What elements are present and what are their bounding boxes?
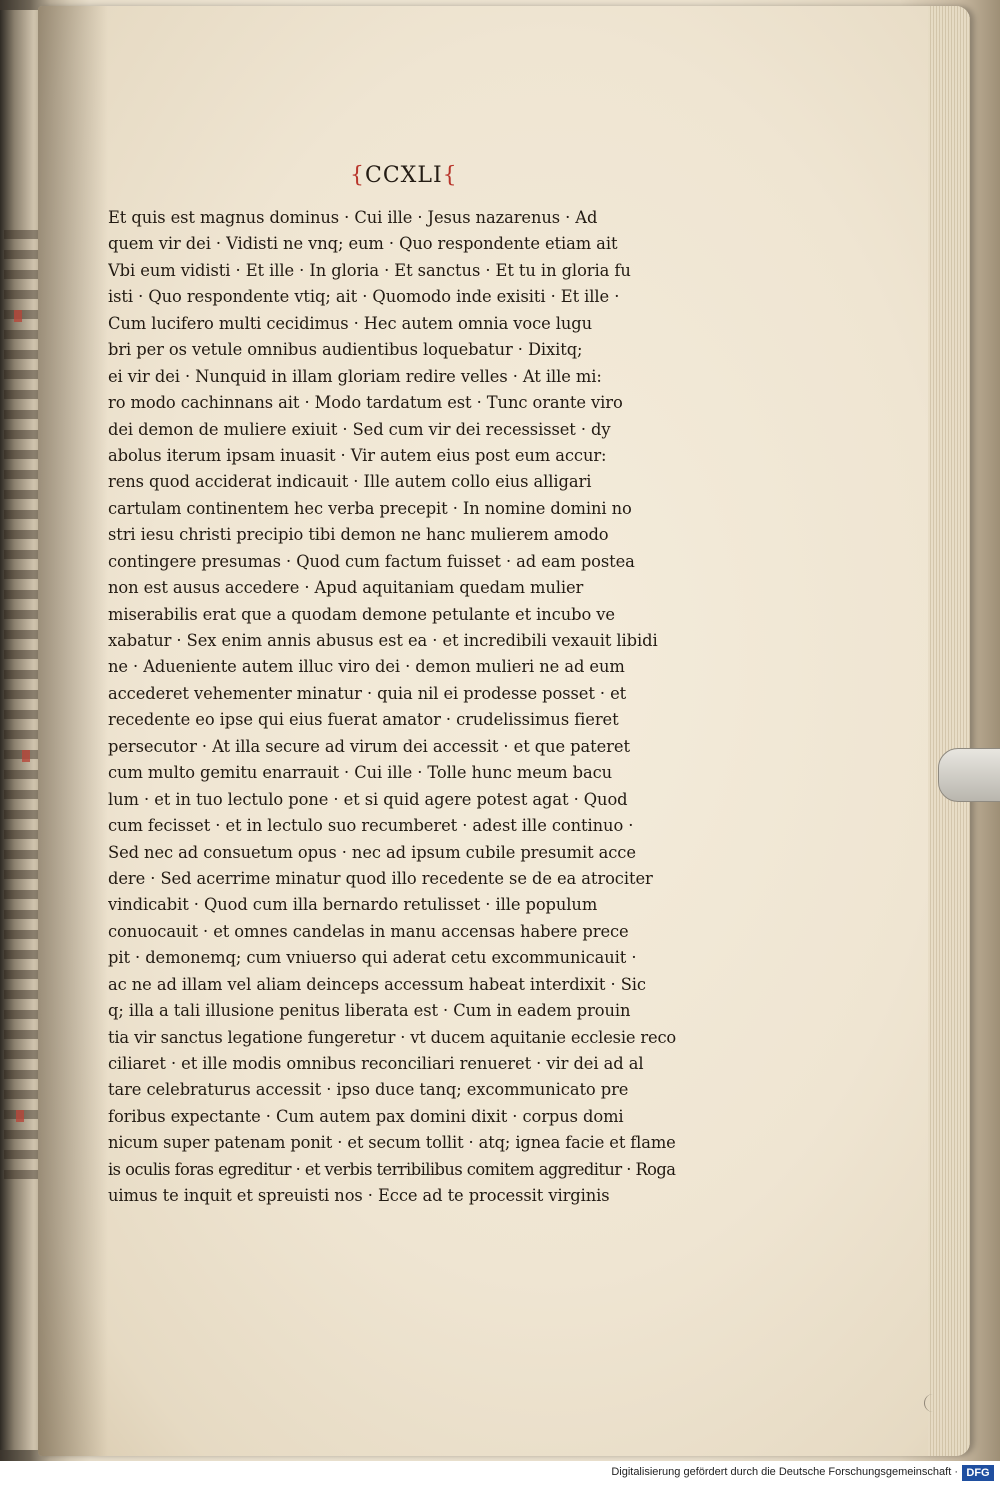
text-line: contingere presumas · Quod cum factum fuisset · ad eam postea — [108, 551, 635, 571]
folio-number — [350, 163, 460, 193]
text-line: Et quis est magnus dominus · Cui ille · Jesus nazarenus · Ad — [108, 208, 598, 227]
text-line: conuocauit · et omnes candelas in manu accensas habere prece — [108, 921, 629, 941]
facing-page-rubric-mark — [14, 310, 22, 322]
page-tab-marker — [938, 748, 1000, 802]
text-line: rens quod acciderat indicauit · Ille autem collo eius alligari — [108, 472, 592, 492]
text-line: quem vir dei · Vidisti ne vnq; eum · Quo respondente etiam ait — [108, 234, 618, 254]
main-text-column — [108, 205, 688, 1206]
facing-page-rubric-mark — [16, 1110, 24, 1122]
text-line: Cum lucifero multi cecidimus · Hec autem omnia voce lugu — [108, 313, 593, 333]
text-line: tia vir sanctus legatione fungeretur · vt ducem aquitanie ecclesie reco — [108, 1027, 677, 1047]
text-line: bri per os vetule omnibus audientibus loquebatur · Dixitq; — [108, 340, 583, 360]
text-line: cum fecisset · et in lectulo suo recumberet · adest ille continuo · — [108, 816, 634, 836]
text-line: ne · Adueniente autem illuc viro dei · demon mulieri ne ad eum — [108, 657, 625, 677]
facing-page-rubric-mark — [22, 750, 30, 762]
folio-numeral: CCXLI — [365, 163, 443, 188]
facing-page-text — [4, 230, 42, 1190]
text-line: abolus iterum ipsam inuasit · Vir autem eius post eum accur: — [108, 445, 607, 465]
page-fore-edge — [928, 6, 970, 1456]
text-line: vindicabit · Quod cum illa bernardo retulisset · ille populum — [108, 895, 598, 915]
text-line: q; illa a tali illusione penitus liberata est · Cum in eadem prouin — [108, 1001, 631, 1021]
text-line: Sed nec ad consuetum opus · nec ad ipsum cubile presumit acce — [108, 842, 636, 862]
footer-bar — [0, 1461, 1000, 1486]
text-line: ciliaret · et ille modis omnibus reconciliari renueret · vir dei ad al — [108, 1054, 644, 1073]
text-line: foribus expectante · Cum autem pax domini dixit · corpus domi — [108, 1106, 624, 1126]
pencil-mark — [924, 1394, 939, 1412]
text-line: Vbi eum vidisti · Et ille · In gloria · Et sanctus · Et tu in gloria fu — [108, 260, 631, 280]
text-line: ei vir dei · Nunquid in illam gloriam redire velles · At ille mi: — [108, 366, 602, 386]
text-line: is oculis foras egreditur · et verbis terribilibus comitem aggreditur · Roga — [108, 1159, 676, 1179]
text-line: pit · demonemq; cum vniuerso qui aderat cetu excommunicauit · — [108, 948, 637, 968]
text-line: ac ne ad illam vel aliam deinceps accessum habeat interdixit · Sic — [108, 974, 646, 994]
text-line: dei demon de muliere exiuit · Sed cum vir dei recessisset · dy — [108, 419, 611, 439]
text-line: cartulam continentem hec verba precepit · In nomine domini no — [108, 498, 632, 518]
text-line: uimus te inquit et spreuisti nos · Ecce ad te processit virginis — [108, 1186, 610, 1206]
text-line: isti · Quo respondente vtiq; ait · Quomodo inde exisiti · Et ille · — [108, 287, 620, 307]
text-line: ro modo cachinnans ait · Modo tardatum est · Tunc orante viro — [108, 393, 623, 413]
text-line: accederet vehementer minatur · quia nil ei prodesse posset · et — [108, 683, 627, 703]
text-line: cum multo gemitu enarrauit · Cui ille · Tolle hunc meum bacu — [108, 763, 613, 783]
text-line: tare celebraturus accessit · ipso duce tanq; excommunicato pre — [108, 1080, 629, 1100]
text-line: miserabilis erat que a quodam demone petulante et incubo ve — [108, 604, 615, 624]
text-line: recedente eo ipse qui eius fuerat amator · crudelissimus fieret — [108, 710, 619, 730]
footer-credit: Digitalisierung gefördert durch die Deutsche Forschungsgemeinschaft · — [611, 1466, 958, 1478]
folio-rubric-right: { — [442, 163, 458, 188]
text-line: nicum super patenam ponit · et secum tollit · atq; ignea facie et flame — [108, 1133, 676, 1153]
folio-rubric-left: { — [350, 163, 365, 188]
page-gutter-shadow — [38, 6, 108, 1456]
text-line: persecutor · At illa secure ad virum dei accessit · et que pateret — [108, 736, 630, 756]
text-line: dere · Sed acerrime minatur quod illo recedente se de ea atrociter — [108, 868, 653, 888]
dfg-logo: DFG — [962, 1465, 994, 1481]
text-line: lum · et in tuo lectulo pone · et si quid agere potest agat · Quod — [108, 789, 628, 809]
text-line: non est ausus accedere · Apud aquitaniam quedam mulier — [108, 578, 584, 598]
text-line: stri iesu christi precipio tibi demon ne hanc mulierem amodo — [108, 525, 609, 545]
text-line: xabatur · Sex enim annis abusus est ea · et incredibili vexauit libidi — [108, 631, 658, 650]
